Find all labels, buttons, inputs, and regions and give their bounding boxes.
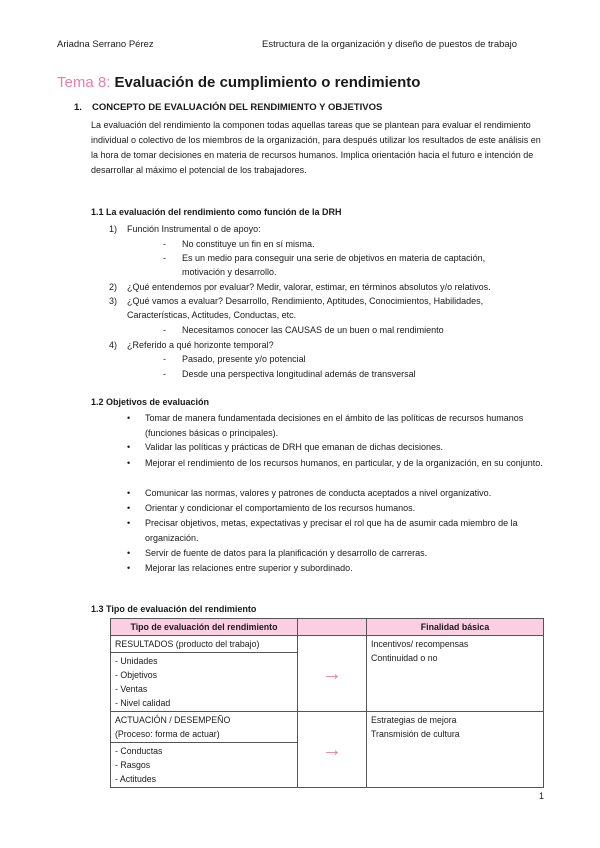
bullet-item: Precisar objetivos, metas, expectativas y precisar el rol que ha de asumir cada miembro de la organización. xyxy=(145,518,518,543)
header-course: Estructura de la organización y diseño de puestos de trabajo xyxy=(262,39,518,50)
table-header-cell xyxy=(298,619,367,636)
table-row xyxy=(111,712,544,743)
type-item: - Actitudes xyxy=(115,774,157,784)
table-cell xyxy=(367,636,544,712)
type-item: - Unidades xyxy=(115,656,158,666)
bullet-item: Orientar y condicionar el comportamiento de los recursos humanos. xyxy=(145,503,416,513)
table-header-row xyxy=(111,619,544,636)
table-cell xyxy=(111,743,298,788)
section-1-number: 1. xyxy=(74,102,82,113)
title-tema-label: Tema 8: xyxy=(57,74,111,91)
dash-marker: - xyxy=(163,239,166,249)
bullet-marker: • xyxy=(127,518,131,528)
dash-marker: - xyxy=(163,369,166,379)
type-heading: (Proceso: forma de actuar) xyxy=(115,729,220,739)
dash-item: Desde una perspectiva longitudinal además de transversal xyxy=(182,369,416,379)
table-cell: RESULTADOS (producto del trabajo) xyxy=(111,636,298,653)
purpose-item: Estrategias de mejora xyxy=(371,715,457,725)
bullet-marker: • xyxy=(127,548,131,558)
bullet-item: Tomar de manera fundamentada decisiones en el ámbito de las políticas de recursos humanos (funciones básicas o principales). xyxy=(145,413,524,438)
list-number: 2) xyxy=(109,282,118,292)
table-header-cell: Tipo de evaluación del rendimiento xyxy=(111,619,298,636)
table-cell xyxy=(367,712,544,788)
table-header-cell: Finalidad básica xyxy=(367,619,544,636)
type-item: - Conductas xyxy=(115,746,163,756)
type-item: - Rasgos xyxy=(115,760,151,770)
dash-marker: - xyxy=(163,325,166,335)
dash-item: Necesitamos conocer las CAUSAS de un buen o mal rendimiento xyxy=(182,325,444,335)
bullet-marker: • xyxy=(127,442,131,452)
type-item: - Objetivos xyxy=(115,670,158,680)
purpose-item: Transmisión de cultura xyxy=(371,729,460,739)
bullet-item: Validar las políticas y prácticas de DRH que emanan de dichas decisiones. xyxy=(145,442,443,452)
list-item-text: ¿Qué entendemos por evaluar? Medir, valorar, estimar, en términos absolutos y/o relativos. xyxy=(127,282,491,292)
bullet-item: Mejorar las relaciones entre superior y subordinado. xyxy=(145,563,353,573)
bullet-marker: • xyxy=(127,488,131,498)
list-item-text: Función Instrumental o de apoyo: xyxy=(127,224,261,234)
bullet-marker: • xyxy=(127,458,131,468)
type-item: - Nivel calidad xyxy=(115,698,171,708)
bullet-item: Comunicar las normas, valores y patrones de conducta aceptados a nivel organizativo. xyxy=(145,488,492,498)
list-item-text: ¿Qué vamos a evaluar? Desarrollo, Rendimiento, Aptitudes, Conocimientos, Habilidades, xyxy=(127,296,484,306)
subsection-1-1-heading: 1.1 La evaluación del rendimiento como función de la DRH xyxy=(91,207,342,217)
evaluation-type-table xyxy=(110,618,544,788)
page-title xyxy=(57,74,420,91)
table-cell xyxy=(111,653,298,712)
list-item-text: ¿Referido a qué horizonte temporal? xyxy=(127,340,274,350)
title-text: Evaluación de cumplimiento o rendimiento xyxy=(114,74,421,91)
arrow-right-icon: → xyxy=(298,636,367,712)
type-heading: ACTUACIÓN / DESEMPEÑO xyxy=(115,715,231,725)
list-item-text-continued: Características, Actitudes, Conductas, etc. xyxy=(127,310,297,320)
table-row xyxy=(111,636,544,653)
subsection-1-2-heading: 1.2 Objetivos de evaluación xyxy=(91,397,210,407)
section-1-heading xyxy=(74,102,382,113)
list-number: 3) xyxy=(109,296,118,306)
purpose-item: Continuidad o no xyxy=(371,653,438,663)
bullet-marker: • xyxy=(127,503,131,513)
list-number: 1) xyxy=(109,224,118,234)
dash-marker: - xyxy=(163,253,166,263)
purpose-item: Incentivos/ recompensas xyxy=(371,639,469,649)
section-1-title: CONCEPTO DE EVALUACIÓN DEL RENDIMIENTO Y OBJETIVOS xyxy=(92,102,383,113)
dash-item: Es un medio para conseguir una serie de objetivos en materia de captación, xyxy=(182,253,486,263)
dash-item-continued: motivación y desarrollo. xyxy=(182,267,277,277)
bullet-item: Servir de fuente de datos para la planificación y desarrollo de carreras. xyxy=(145,548,428,558)
dash-item: No constituye un fin en sí misma. xyxy=(182,239,315,249)
arrow-right-icon: → xyxy=(298,712,367,788)
bullet-marker: • xyxy=(127,413,131,423)
dash-item: Pasado, presente y/o potencial xyxy=(182,354,306,364)
dash-marker: - xyxy=(163,354,166,364)
type-item: - Ventas xyxy=(115,684,148,694)
table-cell xyxy=(111,712,298,743)
list-number: 4) xyxy=(109,340,118,350)
header-author: Ariadna Serrano Pérez xyxy=(57,39,154,50)
bullet-item: Mejorar el rendimiento de los recursos humanos, en particular, y de la organización, en su conjunto. xyxy=(145,458,543,468)
section-1-intro: La evaluación del rendimiento la componen todas aquellas tareas que se plantean para evaluar el rendimiento individual o colectivo de los miembros de la organización, para después utilizar los resultados de este análisis en la hora de tomar decisiones en materia de recursos humanos. Implica orientación hacia el futuro e intención de desarrollar al máximo el potencial de los trabajadores. xyxy=(91,120,541,175)
bullet-marker: • xyxy=(127,563,131,573)
subsection-1-3-heading: 1.3 Tipo de evaluación del rendimiento xyxy=(91,604,257,614)
page-number: 1 xyxy=(539,791,545,801)
